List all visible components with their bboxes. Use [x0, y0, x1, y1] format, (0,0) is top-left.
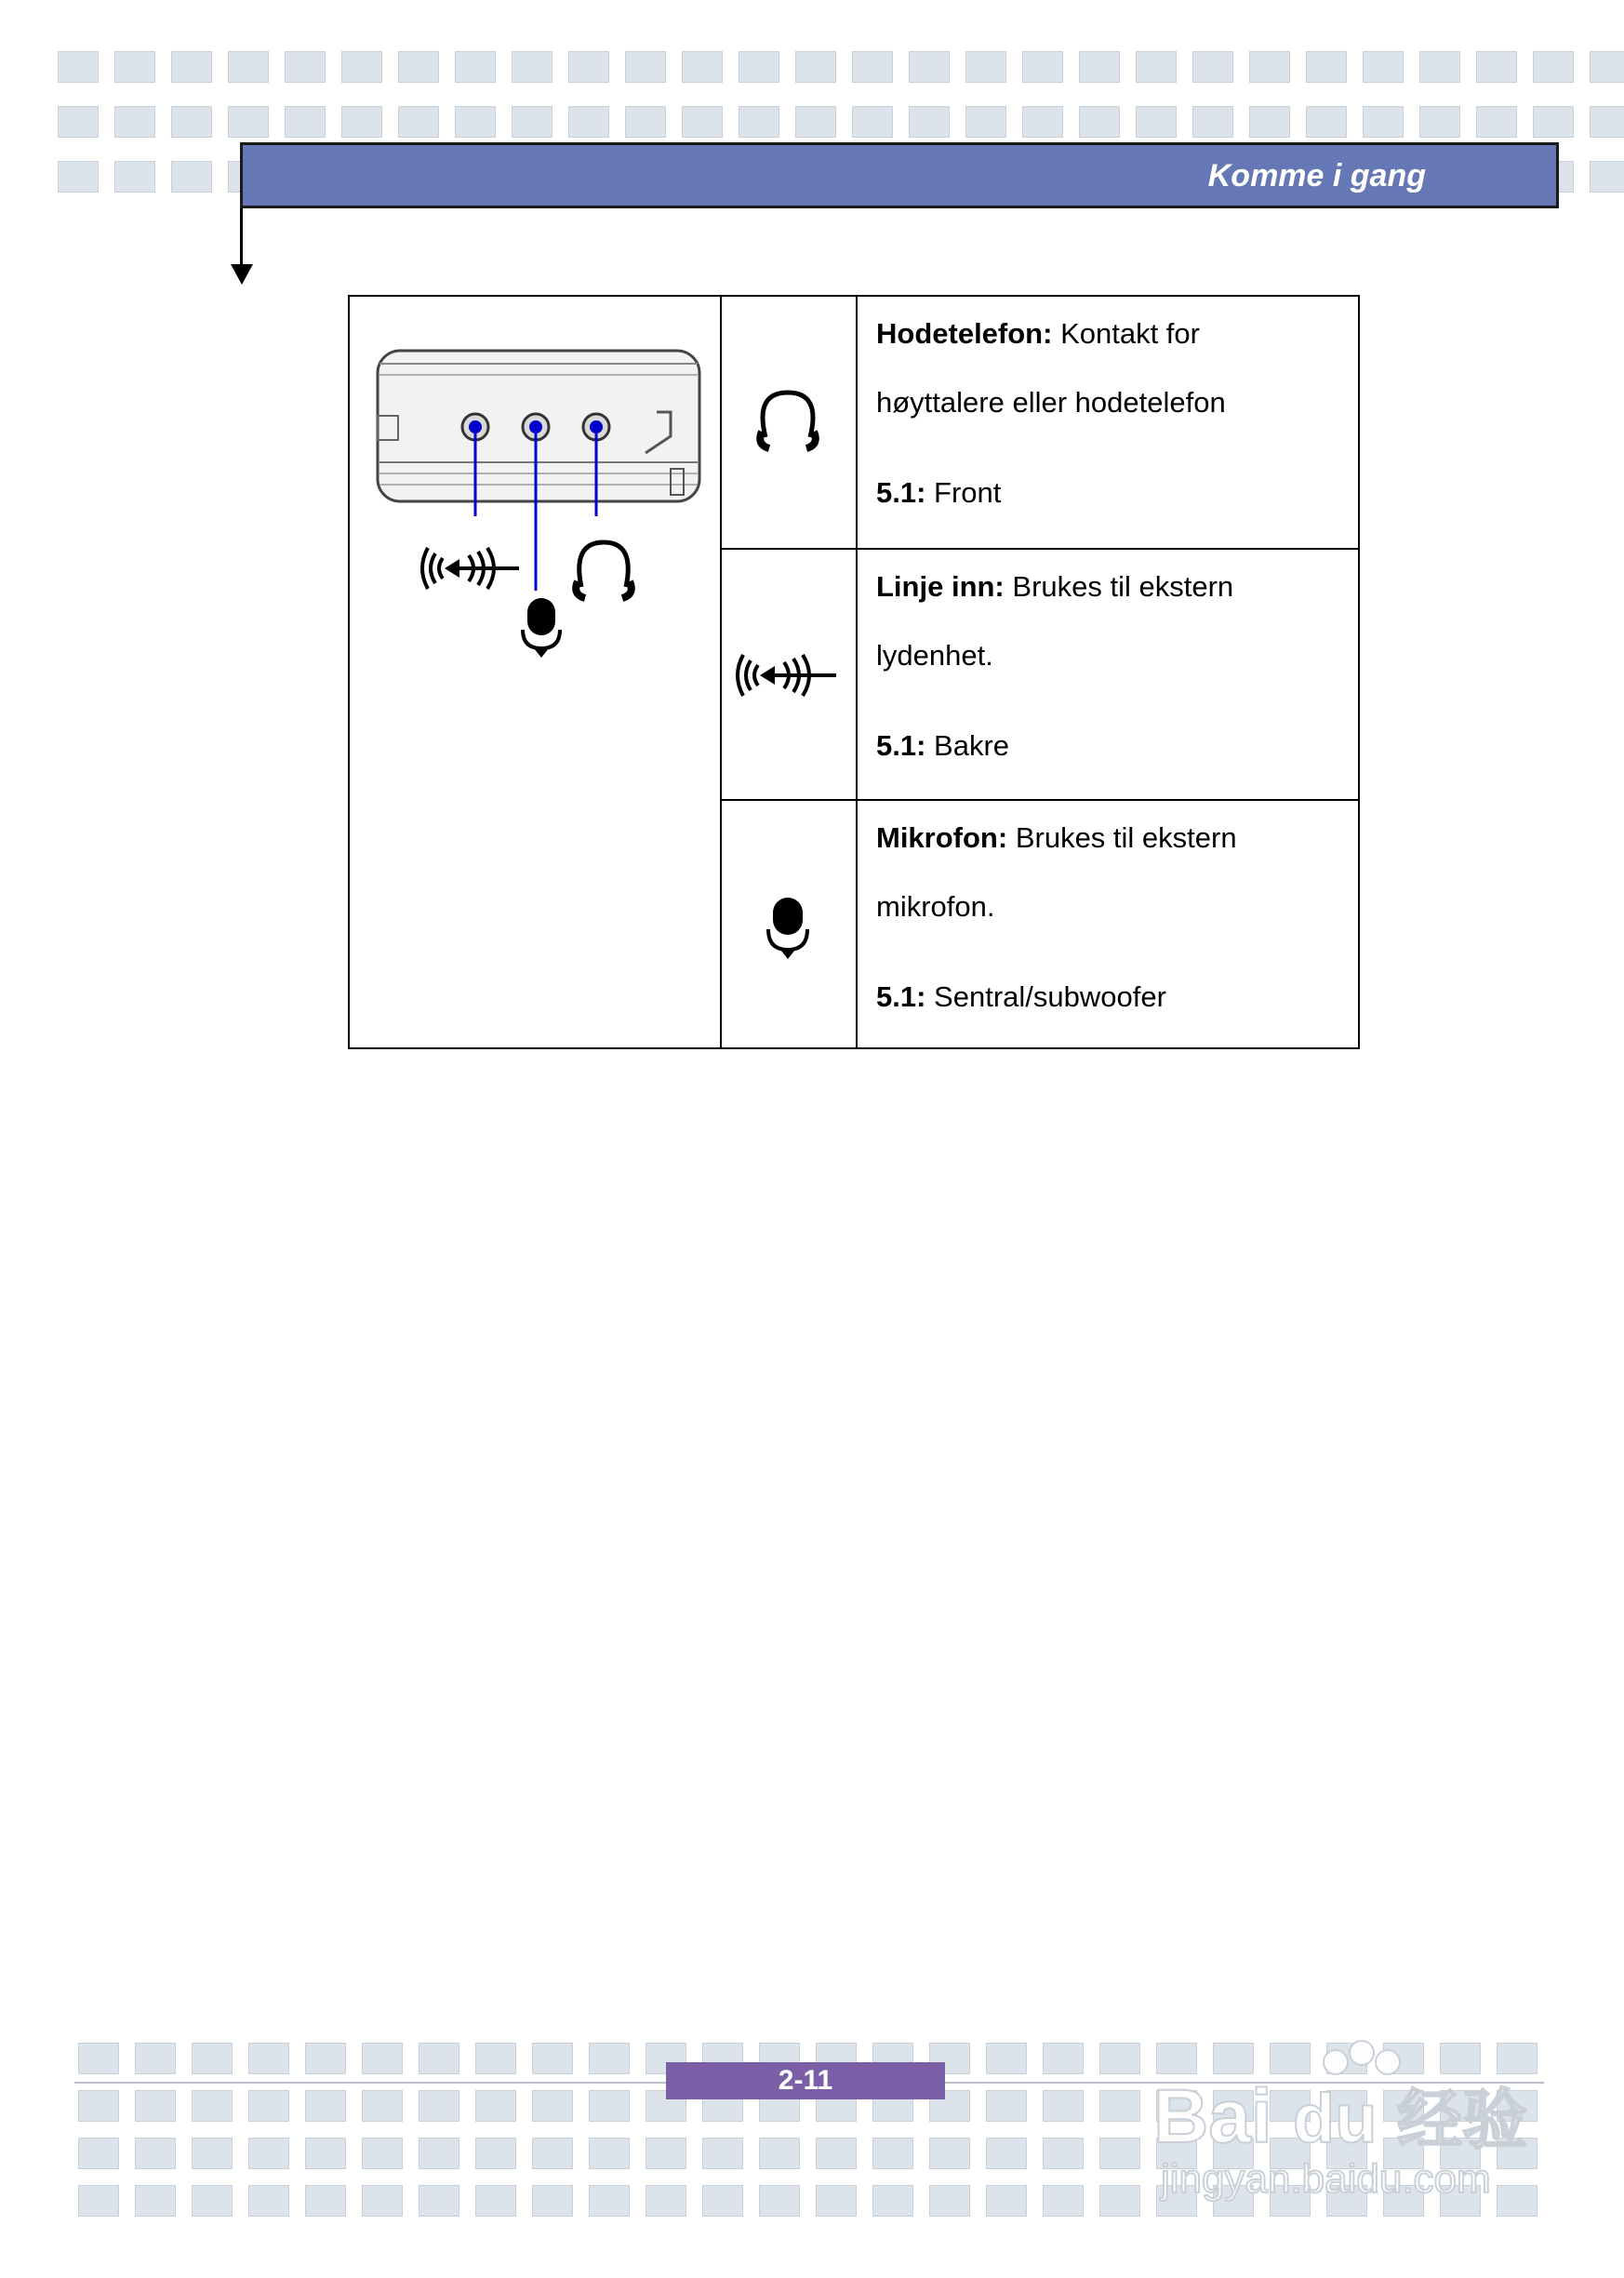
- decoration-square: [872, 2138, 913, 2169]
- decoration-square: [341, 51, 382, 83]
- decoration-square: [455, 106, 496, 138]
- port-description-cont: mikrofon.: [876, 890, 995, 923]
- decoration-square: [78, 2138, 119, 2169]
- decoration-square: [362, 2043, 403, 2074]
- decoration-square: [1363, 51, 1404, 83]
- decoration-square: [702, 2138, 743, 2169]
- decoration-square: [1136, 51, 1177, 83]
- audio-ports-table: [348, 295, 1360, 1049]
- decoration-square: [362, 2090, 403, 2122]
- decoration-square: [1249, 51, 1290, 83]
- decoration-square: [1099, 2090, 1140, 2122]
- decoration-square: [1043, 2138, 1084, 2169]
- decoration-square: [475, 2185, 516, 2217]
- decoration-square: [759, 2138, 800, 2169]
- decoration-square: [589, 2185, 630, 2217]
- decoration-square: [986, 2138, 1027, 2169]
- decoration-square: [532, 2185, 573, 2217]
- decoration-square: [78, 2185, 119, 2217]
- port-description-cont: høyttalere eller hodetelefon: [876, 386, 1226, 419]
- decoration-square: [135, 2185, 176, 2217]
- spec-value: Front: [934, 476, 1002, 509]
- decoration-square: [646, 2138, 686, 2169]
- decoration-square: [739, 106, 779, 138]
- decoration-square: [419, 2138, 459, 2169]
- watermark-brand-2: du: [1293, 2080, 1378, 2157]
- decoration-square: [114, 161, 155, 193]
- decoration-square: [872, 2185, 913, 2217]
- decoration-square: [646, 2185, 686, 2217]
- decoration-square: [135, 2138, 176, 2169]
- chapter-header-bar: [240, 142, 1559, 208]
- decoration-square: [1363, 106, 1404, 138]
- decoration-square: [532, 2090, 573, 2122]
- section-marker-arrow: [231, 264, 253, 285]
- decoration-square: [419, 2043, 459, 2074]
- port-description: Brukes til ekstern: [1012, 570, 1234, 603]
- decoration-square: [171, 106, 212, 138]
- decoration-square: [852, 106, 893, 138]
- decoration-square: [285, 106, 326, 138]
- line-in-icon: [732, 643, 844, 708]
- decoration-square: [78, 2043, 119, 2074]
- microphone-icon: [760, 888, 816, 963]
- decoration-square: [58, 106, 99, 138]
- decoration-square: [568, 106, 609, 138]
- decoration-square: [248, 2043, 289, 2074]
- decoration-square: [852, 51, 893, 83]
- decoration-square: [1590, 51, 1624, 83]
- chapter-title: Komme i gang: [1207, 158, 1426, 193]
- decoration-square: [78, 2090, 119, 2122]
- decoration-square: [362, 2185, 403, 2217]
- decoration-square: [512, 51, 552, 83]
- decoration-square: [58, 51, 99, 83]
- decoration-square: [532, 2138, 573, 2169]
- decoration-square: [625, 106, 666, 138]
- decoration-square: [192, 2138, 233, 2169]
- decoration-square: [58, 161, 99, 193]
- decoration-square: [475, 2090, 516, 2122]
- decoration-square: [419, 2185, 459, 2217]
- decoration-square: [135, 2090, 176, 2122]
- decoration-square: [568, 51, 609, 83]
- spec-label: 5.1:: [876, 729, 926, 762]
- table-row: [720, 799, 1358, 1049]
- decoration-square: [1192, 51, 1233, 83]
- spec-value: Bakre: [934, 729, 1010, 762]
- decoration-square: [986, 2090, 1027, 2122]
- decoration-square: [1306, 106, 1347, 138]
- baidu-watermark: [1153, 2032, 1563, 2228]
- decoration-square: [816, 2185, 857, 2217]
- port-name: Linje inn:: [876, 570, 1005, 603]
- decoration-square: [475, 2043, 516, 2074]
- decoration-square: [986, 2185, 1027, 2217]
- decoration-square: [305, 2043, 346, 2074]
- decoration-square: [1249, 106, 1290, 138]
- spec-label: 5.1:: [876, 476, 926, 509]
- decoration-square: [1590, 106, 1624, 138]
- decoration-square: [305, 2090, 346, 2122]
- page-number: 2-11: [666, 2062, 945, 2099]
- decoration-square: [1419, 106, 1460, 138]
- decoration-square: [795, 106, 836, 138]
- decoration-square: [192, 2090, 233, 2122]
- decoration-square: [589, 2090, 630, 2122]
- decoration-square: [795, 51, 836, 83]
- spec-label: 5.1:: [876, 980, 926, 1013]
- decoration-square: [135, 2043, 176, 2074]
- decoration-square: [171, 51, 212, 83]
- decoration-square: [589, 2138, 630, 2169]
- decoration-square: [909, 51, 950, 83]
- decoration-square: [285, 51, 326, 83]
- decoration-square: [192, 2043, 233, 2074]
- port-description: Brukes til ekstern: [1015, 821, 1237, 854]
- decoration-square: [305, 2185, 346, 2217]
- port-name: Mikrofon:: [876, 821, 1008, 854]
- decoration-square: [1043, 2185, 1084, 2217]
- decoration-square: [1099, 2043, 1140, 2074]
- decoration-square: [248, 2090, 289, 2122]
- decoration-square: [1192, 106, 1233, 138]
- port-name: Hodetelefon:: [876, 317, 1053, 350]
- spec-value: Sentral/subwoofer: [934, 980, 1166, 1013]
- decoration-square: [512, 106, 552, 138]
- decoration-square: [1079, 51, 1120, 83]
- decoration-square: [114, 106, 155, 138]
- decoration-square: [1533, 106, 1574, 138]
- decoration-square: [589, 2043, 630, 2074]
- decoration-square: [965, 106, 1006, 138]
- decoration-square: [1079, 106, 1120, 138]
- port-description: Kontakt for: [1060, 317, 1200, 350]
- table-row: [720, 548, 1358, 801]
- decoration-square: [682, 51, 723, 83]
- decoration-square: [362, 2138, 403, 2169]
- decoration-square: [305, 2138, 346, 2169]
- decoration-square: [909, 106, 950, 138]
- port-description-cont: lydenhet.: [876, 639, 993, 672]
- table-row: [720, 297, 1358, 548]
- decoration-square: [759, 2185, 800, 2217]
- decoration-square: [965, 51, 1006, 83]
- decoration-square: [1136, 106, 1177, 138]
- decoration-square: [1590, 161, 1624, 193]
- decoration-square: [192, 2185, 233, 2217]
- audio-ports-illustration-cell: [350, 297, 722, 1047]
- decoration-square: [1533, 51, 1574, 83]
- decoration-square: [929, 2138, 970, 2169]
- decoration-square: [1022, 106, 1063, 138]
- decoration-square: [1099, 2185, 1140, 2217]
- decoration-square: [248, 2185, 289, 2217]
- audio-ports-illustration: [350, 297, 720, 1047]
- decoration-square: [739, 51, 779, 83]
- decoration-square: [455, 51, 496, 83]
- decoration-square: [929, 2185, 970, 2217]
- decoration-square: [1022, 51, 1063, 83]
- decoration-square: [248, 2138, 289, 2169]
- decoration-square: [228, 106, 269, 138]
- decoration-square: [532, 2043, 573, 2074]
- decoration-square: [341, 106, 382, 138]
- decoration-square: [171, 161, 212, 193]
- decoration-square: [702, 2185, 743, 2217]
- decoration-square: [114, 51, 155, 83]
- watermark-cn: 经验: [1397, 2082, 1527, 2158]
- decoration-square: [682, 106, 723, 138]
- watermark-brand: Bai: [1153, 2074, 1272, 2159]
- decoration-square: [1306, 51, 1347, 83]
- decoration-square: [1476, 51, 1517, 83]
- decoration-square: [398, 51, 439, 83]
- decoration-square: [1476, 106, 1517, 138]
- decoration-square: [398, 106, 439, 138]
- decoration-square: [1099, 2138, 1140, 2169]
- decoration-square: [1419, 51, 1460, 83]
- decoration-square: [1043, 2043, 1084, 2074]
- decoration-square: [625, 51, 666, 83]
- decoration-square: [419, 2090, 459, 2122]
- decoration-square: [1043, 2090, 1084, 2122]
- decoration-square: [228, 51, 269, 83]
- headphone-icon: [751, 385, 825, 460]
- decoration-square: [475, 2138, 516, 2169]
- decoration-square: [986, 2043, 1027, 2074]
- section-marker-line: [240, 208, 243, 266]
- decoration-square: [816, 2138, 857, 2169]
- watermark-url: jingyan.baidu.com: [1161, 2156, 1491, 2202]
